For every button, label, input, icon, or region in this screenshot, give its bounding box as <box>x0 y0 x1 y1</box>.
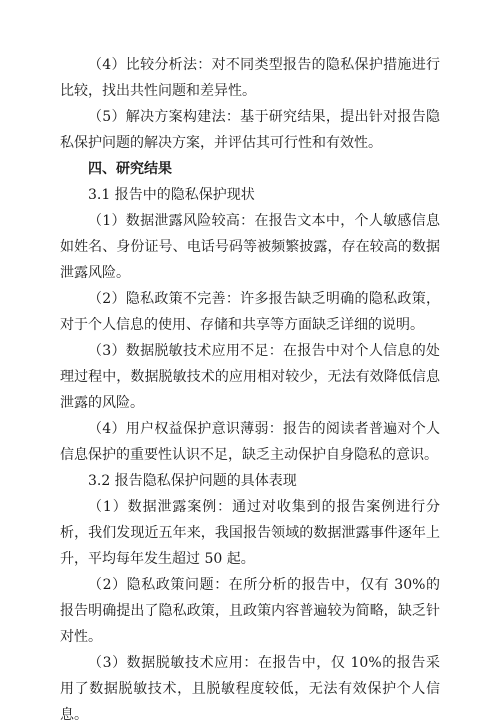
status-privacy-policy: （2）隐私政策不完善：许多报告缺乏明确的隐私政策，对于个人信息的使用、存储和共享等方面缺乏详细的说明。 <box>60 291 440 333</box>
section-research-results: 四、研究结果 <box>88 161 172 177</box>
subsection-3-1: 3.1 报告中的隐私保护现状 <box>88 187 255 203</box>
method-comparative-analysis: （4）比较分析法：对不同类型报告的隐私保护措施进行比较，找出共性问题和差异性。 <box>60 57 440 99</box>
method-solution-construction: （5）解决方案构建法：基于研究结果，提出针对报告隐私保护问题的解决方案，并评估其可行性和有效性。 <box>60 109 440 151</box>
issue-desensitization: （3）数据脱敏技术应用：在报告中，仅 10%的报告采用了数据脱敏技术，且脱敏程度较低，无法有效保护个人信息。 <box>60 655 440 723</box>
status-data-leak-risk: （1）数据泄露风险较高：在报告文本中，个人敏感信息如姓名、身份证号、电话号码等被频繁披露，存在较高的数据泄露风险。 <box>60 213 440 281</box>
issue-data-leak-cases: （1）数据泄露案例：通过对收集到的报告案例进行分析，我们发现近五年来，我国报告领域的数据泄露事件逐年上升，平均每年发生超过 50 起。 <box>60 499 440 567</box>
issue-privacy-policy: （2）隐私政策问题：在所分析的报告中，仅有 30%的报告明确提出了隐私政策，且政策内容普遍较为简略，缺乏针对性。 <box>60 577 440 645</box>
status-user-awareness: （4）用户权益保护意识薄弱：报告的阅读者普遍对个人信息保护的重要性认识不足，缺乏主动保护自身隐私的意识。 <box>60 421 440 463</box>
document-body <box>60 52 440 728</box>
status-desensitization: （3）数据脱敏技术应用不足：在报告中对个人信息的处理过程中，数据脱敏技术的应用相对较少，无法有效降低信息泄露的风险。 <box>60 343 440 411</box>
subsection-3-2: 3.2 报告隐私保护问题的具体表现 <box>88 473 297 489</box>
